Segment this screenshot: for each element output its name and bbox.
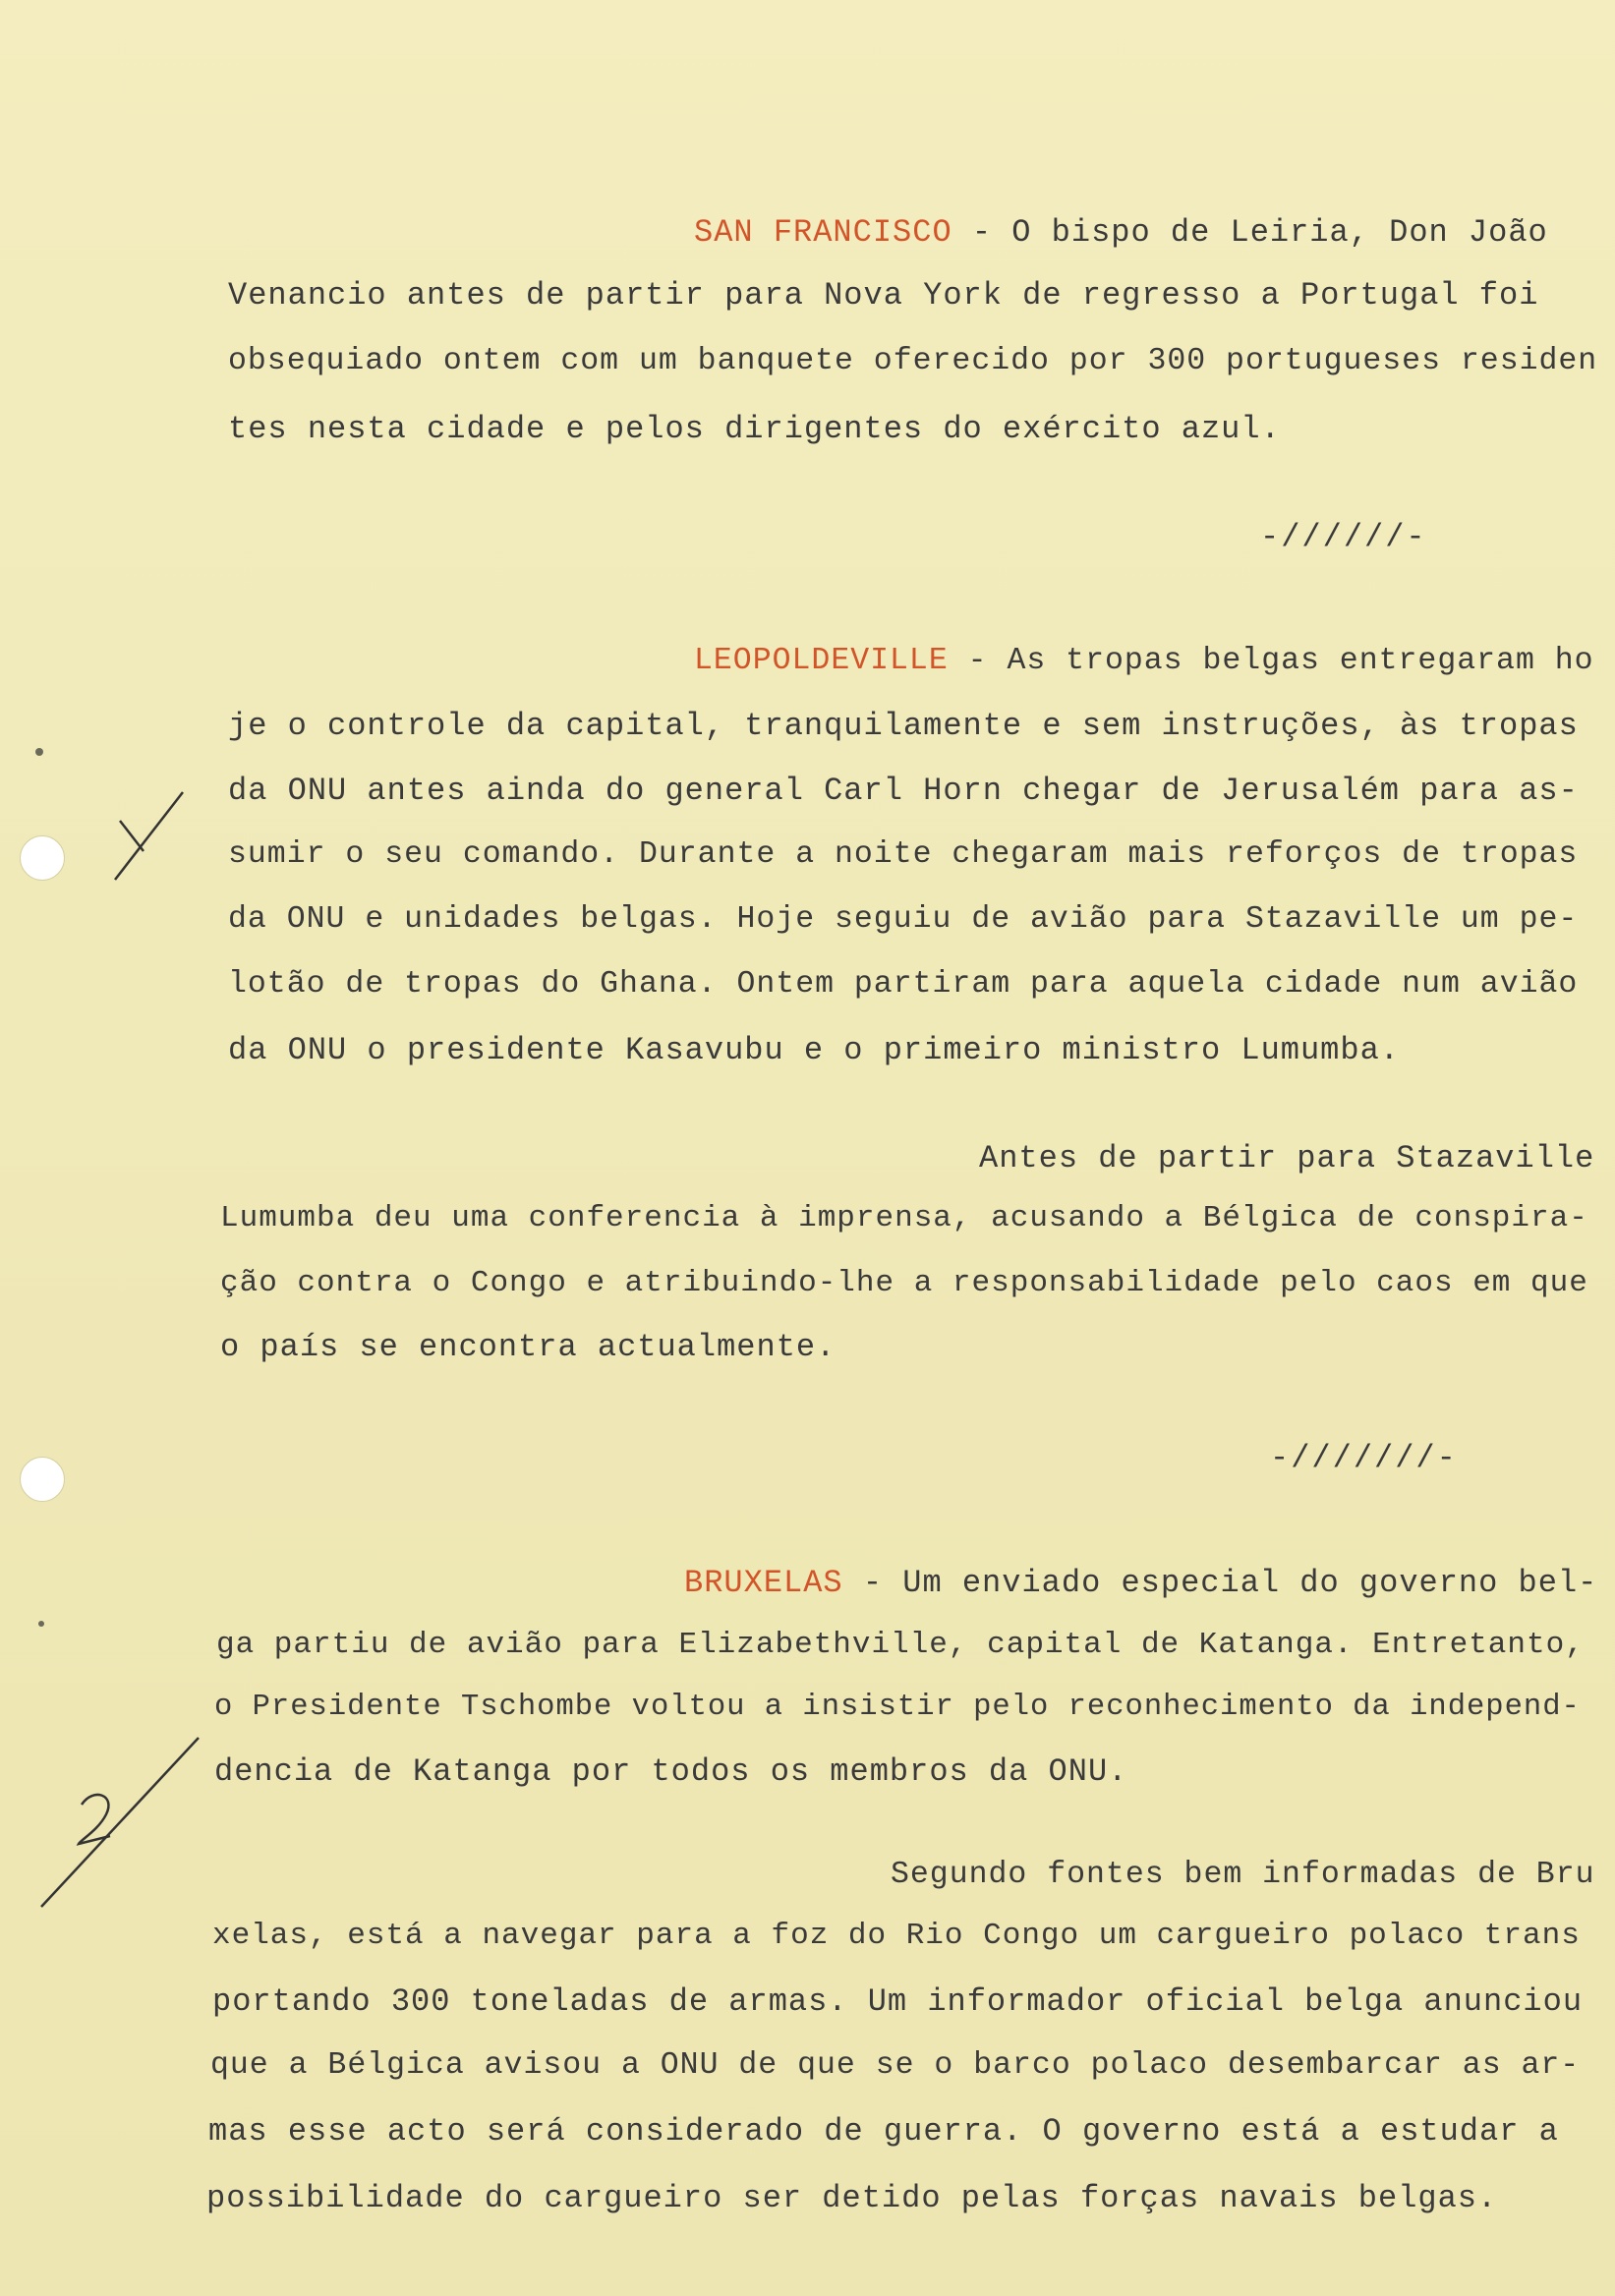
- handwritten-y-mark: [115, 792, 183, 880]
- section-2-para2-line-2: Lumumba deu uma conferencia à imprensa, acusando a Bélgica de conspira-: [220, 1201, 1588, 1235]
- dateline-leopoldeville: LEOPOLDEVILLE: [694, 644, 949, 678]
- section-3-para2-line-4: que a Bélgica avisou a ONU de que se o barco polaco desembarcar as ar-: [210, 2048, 1581, 2083]
- separator-2: -///////-: [1270, 1440, 1458, 1476]
- section-3-line-3: o Presidente Tschombe voltou a insistir pelo reconhecimento da independ-: [214, 1691, 1581, 1724]
- handwritten-2-mark: [41, 1738, 199, 1907]
- separator-1: -//////-: [1260, 519, 1427, 555]
- section-1-line-2: Venancio antes de partir para Nova York de regresso a Portugal foi: [228, 277, 1539, 314]
- edge-smudges: [35, 748, 44, 1627]
- section-1-line-3: obsequiado ontem com um banquete oferecido por 300 portugueses residen: [228, 344, 1598, 378]
- section-1-line-4: tes nesta cidade e pelos dirigentes do exército azul.: [228, 411, 1281, 447]
- section-2-line-5: da ONU e unidades belgas. Hoje seguiu de avião para Stazaville um pe-: [228, 902, 1579, 937]
- section-3-para2-line-6: possibilidade do cargueiro ser detido pelas forças navais belgas.: [206, 2180, 1498, 2216]
- section-3-para2-line-5: mas esse acto será considerado de guerra. O governo está a estudar a: [208, 2113, 1559, 2150]
- section-1-line-1: SAN FRANCISCO - O bispo de Leiria, Don João: [694, 214, 1548, 251]
- section-2-para2-line-4: o país se encontra actualmente.: [220, 1329, 836, 1365]
- section-2-line-3: da ONU antes ainda do general Carl Horn chegar de Jerusalém para as-: [228, 773, 1579, 809]
- dateline-bruxelas: BRUXELAS: [684, 1565, 843, 1601]
- dateline-san-francisco: SAN FRANCISCO: [694, 214, 952, 251]
- section-3-line-2: ga partiu de avião para Elizabethville, capital de Katanga. Entretanto,: [216, 1628, 1585, 1662]
- section-2-line-1: LEOPOLDEVILLE - As tropas belgas entregaram ho: [694, 644, 1594, 678]
- section-3-line-4: dencia de Katanga por todos os membros da ONU.: [214, 1753, 1128, 1790]
- section-2-line-6: lotão de tropas do Ghana. Ontem partiram para aquela cidade num avião: [228, 967, 1579, 1002]
- section-2-line-7: da ONU o presidente Kasavubu e o primeiro ministro Lumumba.: [228, 1032, 1400, 1068]
- section-2-line-4: sumir o seu comando. Durante a noite chegaram mais reforços de tropas: [228, 837, 1579, 872]
- section-2-para2-line-1: Antes de partir para Stazaville: [979, 1140, 1595, 1177]
- section-2-line-2: je o controle da capital, tranquilamente e sem instruções, às tropas: [228, 708, 1579, 744]
- section-3-para2-line-1: Segundo fontes bem informadas de Bru: [891, 1858, 1595, 1892]
- section-3-line-1: BRUXELAS - Um enviado especial do governo bel-: [684, 1565, 1598, 1601]
- section-3-para2-line-3: portando 300 toneladas de armas. Um informador oficial belga anunciou: [212, 1983, 1584, 2020]
- section-3-para2-line-2: xelas, está a navegar para a foz do Rio Congo um cargueiro polaco trans: [212, 1919, 1581, 1953]
- section-2-para2-line-3: ção contra o Congo e atribuindo-lhe a responsabilidade pelo caos em que: [220, 1266, 1588, 1300]
